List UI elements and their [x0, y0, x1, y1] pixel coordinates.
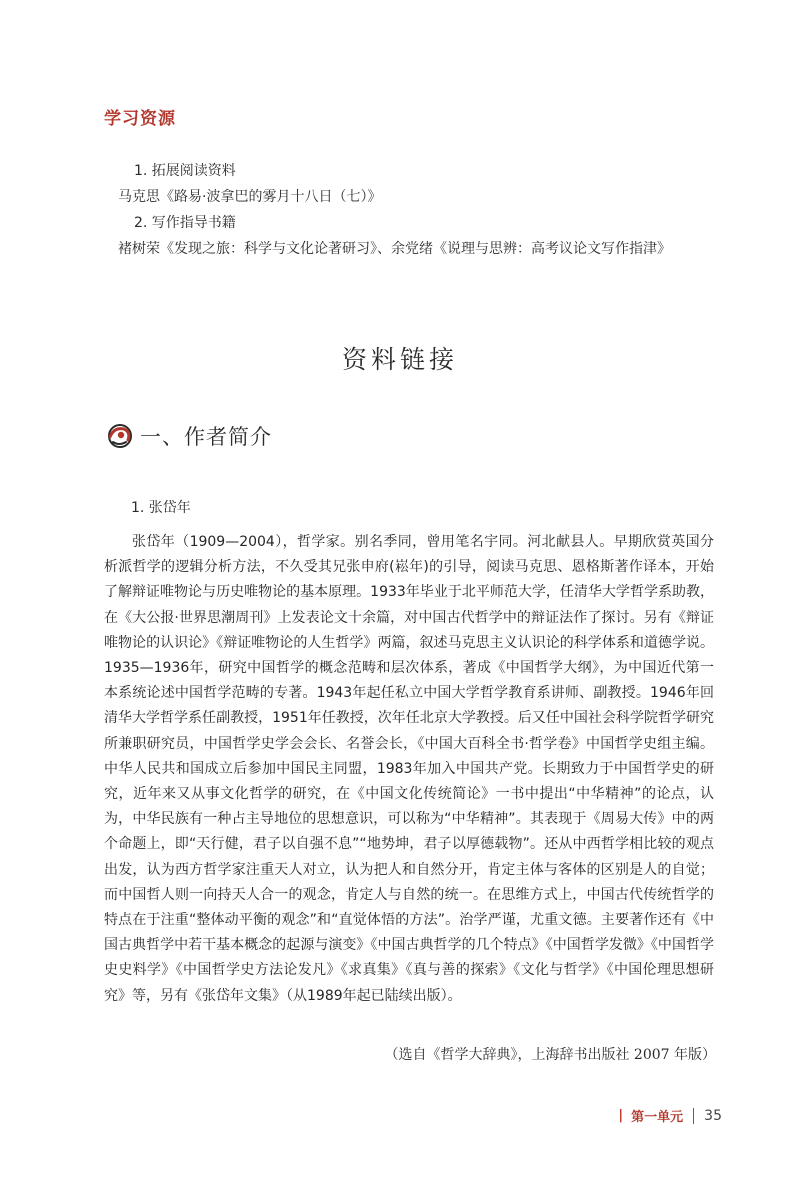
footer-unit-label: 第一单元 [631, 1110, 684, 1125]
page-number: 35 [704, 1107, 722, 1124]
learning-resources-title: 学习资源 [104, 109, 176, 129]
swirl-icon [104, 421, 134, 451]
section-heading-text: 一、作者简介 [140, 425, 272, 449]
resource-item: 1. 拓展阅读资料 [134, 163, 236, 179]
footer-marker: | [618, 1108, 624, 1123]
author-biography-paragraph: 张岱年（1909—2004），哲学家。别名季同，曾用笔名宇同。河北献县人。早期欣赏英国分析派哲学的逻辑分析方法，不久受其兄张申府(崧年)的引导，阅读马克思、恩格斯著作译本，开始了解辩证唯物论与历史唯物论的基本原理。1933年毕业于北平师范大学，任清华大学哲学系助教，在《大公报·世界思潮周刊》上发表论文十余篇，对中国古代哲学中的辩证法作了探讨。另有《辩证唯物论的认识论》《辩证唯物论的人生哲学》两篇，叙述马克思主义认识论的科学体系和道德学说。1935—1936年，研究中国哲学的概念范畴和层次体系，著成《中国哲学大纲》，为中国近代第一本系统论述中国哲学范畴的专著。1943年起任私立中国大学哲学教育系讲师、副教授。1946年回清华大学哲学系任副教授，1951年任教授，次年任北京大学教授。后又任中国社会科学院哲学研究所兼职研究员，中国哲学史学会会长、名誉会长，《中国大百科全书·哲学卷》中国哲学史组主编。中华人民共和国成立后参加中国民主同盟，1983年加入中国共产党。长期致力于中国哲学史的研究，近年来又从事文化哲学的研究，在《中国文化传统简论》一书中提出“中华精神”的论点，认为，中华民族有一种占主导地位的思想意识，可以称为“中华精神”。其表现于《周易大传》中的两个命题上，即“天行健，君子以自强不息”“地势坤，君子以厚德载物”。还从中西哲学相比较的观点出发，认为西方哲学家注重天人对立，认为把人和自然分开，肯定主体与客体的区别是人的自觉；而中国哲人则一向持天人合一的观念，肯定人与自然的统一。在思维方式上，中国古代传统哲学的特点在于注重“整体动平衡的观念”和“直觉体悟的方法”。治学严谨，尤重文德。主要著作还有《中国古典哲学中若干基本概念的起源与演变》《中国古典哲学的几个特点》《中国哲学发微》《中国哲学史史料学》《中国哲学史方法论发凡》《求真集》《真与善的探索》《文化与哲学》《中国伦理思想研究》等，另有《张岱年文集》（从1989年起已陆续出版）。 [104, 534, 714, 1004]
source-citation: （选自《哲学大辞典》，上海辞书出版社 2007 年版） [384, 1047, 716, 1063]
footer-divider [693, 1108, 694, 1124]
section-heading [104, 421, 272, 451]
author-subheading: 1. 张岱年 [131, 500, 191, 516]
resource-item: 2. 写作指导书籍 [134, 215, 236, 231]
resource-item: 褚树荣《发现之旅：科学与文化论著研习》、余党绪《说理与思辨：高考议论文写作指津》 [118, 241, 671, 257]
learning-resources-list [118, 158, 738, 262]
page-footer [618, 1106, 722, 1125]
page-title: 资料链接 [341, 345, 458, 374]
resource-item: 马克思《路易·波拿巴的雾月十八日（七）》 [118, 189, 382, 205]
